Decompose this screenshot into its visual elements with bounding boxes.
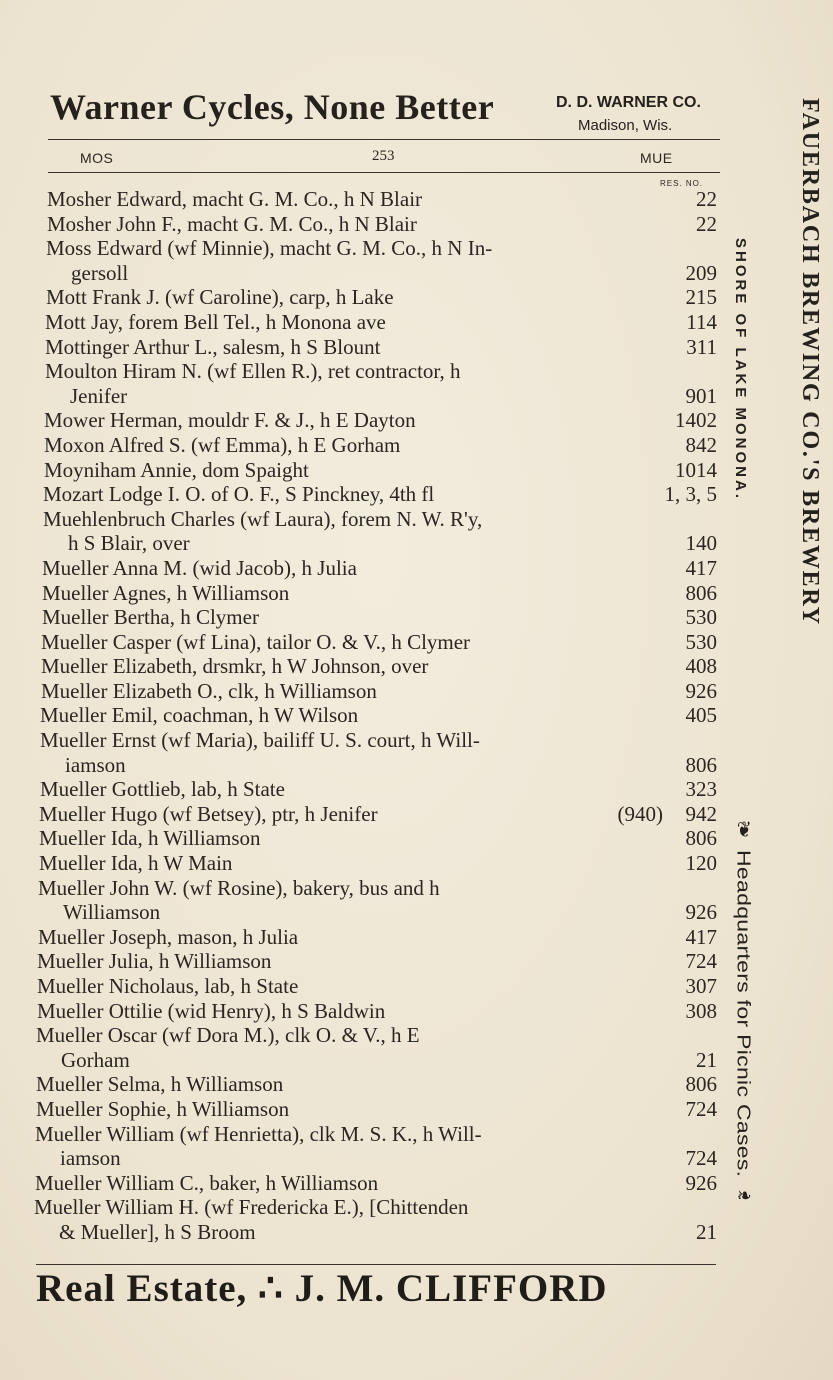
entry-residence-number: 22 — [696, 187, 717, 211]
entry-name: Mueller Ida, h Williamson — [39, 826, 261, 851]
flourish-left-icon: ❦ — [734, 818, 755, 844]
directory-entry — [0, 777, 833, 802]
entry-name: Mueller Sophie, h Williamson — [36, 1096, 290, 1121]
entry-residence-number: 926 — [685, 678, 717, 703]
entry-name: Mueller Hugo (wf Betsey), ptr, h Jenifer — [39, 801, 378, 826]
entry-name: Mower Herman, mouldr F. & J., h E Dayton — [44, 408, 416, 433]
directory-entry — [0, 408, 833, 433]
directory-entry — [0, 310, 833, 335]
entry-name: gersoll — [71, 260, 129, 285]
directory-entry — [0, 826, 833, 851]
side-advertisement-brewery: FAUERBACH BREWING CO.'S BREWERY — [797, 98, 823, 626]
entry-name: Mueller Anna M. (wid Jacob), h Julia — [42, 555, 357, 580]
entry-name: Mott Jay, forem Bell Tel., h Monona ave — [45, 309, 386, 334]
directory-entry — [0, 1220, 833, 1245]
entry-name: Mottinger Arthur L., salesm, h S Blount — [45, 334, 381, 359]
directory-entry — [0, 507, 833, 532]
entry-residence-number: 1, 3, 5 — [664, 482, 717, 507]
entry-name: Mueller Oscar (wf Dora M.), clk O. & V., h E — [36, 1023, 420, 1048]
entry-residence-number: 417 — [685, 924, 717, 949]
entry-residence-number: 323 — [685, 777, 717, 802]
entry-name: Mueller William H. (wf Fredericka E.), [Chittenden — [34, 1195, 469, 1220]
entry-residence-number: 311 — [686, 334, 717, 359]
entry-residence-number: 724 — [685, 949, 717, 974]
directory-entry — [0, 876, 833, 901]
entry-residence-number: 405 — [685, 703, 717, 728]
entry-name: Mueller Bertha, h Clymer — [42, 605, 259, 630]
entry-residence-number: 22 — [696, 211, 717, 236]
directory-entry — [0, 1097, 833, 1122]
entry-name: Muehlenbruch Charles (wf Laura), forem N. W. R'y, — [43, 506, 483, 531]
entry-residence-number: 806 — [685, 1072, 717, 1097]
directory-entries — [0, 187, 833, 1245]
entry-name: Moxon Alfred S. (wf Emma), h E Gorham — [44, 432, 401, 457]
footer-advertisement: Real Estate, ∴ J. M. CLIFFORD — [36, 1267, 608, 1310]
entry-residence-number: 308 — [685, 998, 717, 1023]
entry-residence-number: 1014 — [675, 457, 717, 482]
directory-entry — [0, 974, 833, 999]
entry-residence-number: 926 — [685, 1170, 717, 1195]
directory-entry — [0, 1171, 833, 1196]
entry-name: Mueller Agnes, h Williamson — [42, 580, 290, 605]
directory-entry — [0, 999, 833, 1024]
directory-entry — [0, 261, 833, 286]
entry-residence-number: 1402 — [675, 408, 717, 433]
entry-name: Moyniham Annie, dom Spaight — [44, 457, 309, 482]
directory-entry — [0, 1023, 833, 1048]
entry-name: Mueller Julia, h Williamson — [37, 949, 272, 974]
directory-entry — [0, 949, 833, 974]
entry-name: Mosher John F., macht G. M. Co., h N Blair — [47, 211, 417, 236]
flourish-right-icon: ❧ — [734, 1184, 755, 1210]
entry-residence-number: 926 — [685, 900, 717, 925]
entry-alt-number: (940) — [617, 801, 663, 826]
directory-entry — [0, 703, 833, 728]
directory-entry — [0, 212, 833, 237]
directory-entry — [0, 1072, 833, 1097]
entry-name: Mueller Casper (wf Lina), tailor O. & V., h Clymer — [41, 629, 471, 654]
directory-entry — [0, 728, 833, 753]
entry-residence-number: 806 — [685, 580, 717, 605]
entry-name: Jenifer — [70, 383, 128, 408]
directory-entry — [0, 236, 833, 261]
entry-residence-number: 724 — [685, 1096, 717, 1121]
entry-name: Mozart Lodge I. O. of O. F., S Pinckney, 4th fl — [43, 482, 435, 507]
entry-name: Mueller William (wf Henrietta), clk M. S. K., h Will- — [35, 1121, 482, 1146]
directory-entry — [0, 753, 833, 778]
directory-entry — [0, 654, 833, 679]
entry-residence-number: 942 — [685, 801, 717, 826]
entry-residence-number: 530 — [685, 605, 717, 630]
directory-entry — [0, 630, 833, 655]
entry-name: Gorham — [61, 1047, 130, 1072]
entry-name: Mosher Edward, macht G. M. Co., h N Blair — [47, 187, 423, 211]
directory-entry — [0, 679, 833, 704]
entry-residence-number: 120 — [685, 851, 717, 876]
entry-name: Mueller Gottlieb, lab, h State — [40, 777, 285, 802]
header-company-city: Madison, Wis. — [578, 117, 673, 134]
entry-name: Mueller Emil, coachman, h W Wilson — [40, 703, 359, 728]
entry-residence-number: 209 — [685, 260, 717, 285]
directory-entry — [0, 482, 833, 507]
directory-entry — [0, 359, 833, 384]
residence-number-column-label: RES. NO. — [660, 179, 704, 188]
entry-name: Mueller Nicholaus, lab, h State — [37, 974, 299, 998]
directory-entry — [0, 458, 833, 483]
entry-residence-number: 114 — [686, 309, 717, 334]
entry-name: Mueller John W. (wf Rosine), bakery, bus and h — [38, 875, 440, 900]
side-advertisement-picnic — [733, 818, 755, 1209]
guide-word-left: MOS — [80, 150, 114, 166]
directory-entry — [0, 1195, 833, 1220]
directory-entry — [0, 384, 833, 409]
entry-residence-number: 408 — [685, 654, 717, 679]
directory-entry — [0, 605, 833, 630]
directory-entry — [0, 802, 833, 827]
directory-entry — [0, 925, 833, 950]
entry-residence-number: 21 — [696, 1219, 717, 1244]
entry-name: & Mueller], h S Broom — [59, 1219, 256, 1244]
entry-name: Mott Frank J. (wf Caroline), carp, h Lake — [46, 285, 394, 310]
header-rule — [48, 139, 720, 140]
footer-rule — [36, 1264, 716, 1265]
entry-residence-number: 806 — [685, 826, 717, 851]
entry-name: Mueller Ernst (wf Maria), bailiff U. S. court, h Will- — [40, 728, 480, 753]
entry-name: Mueller Joseph, mason, h Julia — [38, 924, 299, 949]
entry-name: h S Blair, over — [68, 531, 190, 556]
directory-entry — [0, 900, 833, 925]
directory-entry — [0, 851, 833, 876]
entry-residence-number: 215 — [685, 285, 717, 310]
directory-entry — [0, 1122, 833, 1147]
side-advertisement-shore: SHORE OF LAKE MONONA. — [732, 238, 749, 502]
directory-entry — [0, 433, 833, 458]
entry-residence-number: 307 — [685, 974, 717, 998]
directory-entry — [0, 581, 833, 606]
entry-name: Moulton Hiram N. (wf Ellen R.), ret contractor, h — [45, 359, 461, 384]
header-company-name: D. D. WARNER CO. — [556, 94, 701, 111]
entry-residence-number: 140 — [685, 531, 717, 556]
entry-residence-number: 842 — [685, 432, 717, 457]
entry-name: Williamson — [63, 900, 161, 925]
entry-residence-number: 901 — [685, 383, 717, 408]
entry-name: Mueller Elizabeth O., clk, h Williamson — [41, 678, 377, 703]
entry-name: Mueller Ottilie (wid Henry), h S Baldwin — [37, 998, 386, 1023]
side-advertisement-picnic-text: Headquarters for Picnic Cases. — [733, 850, 755, 1178]
entry-name: Mueller Ida, h W Main — [39, 851, 233, 876]
entry-residence-number: 806 — [685, 752, 717, 777]
entry-name: Mueller Elizabeth, drsmkr, h W Johnson, over — [41, 654, 429, 679]
directory-entry — [0, 1048, 833, 1073]
directory-entry — [0, 556, 833, 581]
header-advertisement: Warner Cycles, None Better — [50, 87, 495, 127]
entry-name: iamson — [65, 752, 126, 777]
entry-name: Mueller William C., baker, h Williamson — [35, 1170, 379, 1195]
directory-entry — [0, 335, 833, 360]
guide-word-right: MUE — [640, 150, 673, 166]
directory-entry — [0, 285, 833, 310]
entry-name: Mueller Selma, h Williamson — [36, 1072, 284, 1097]
entry-name: Moss Edward (wf Minnie), macht G. M. Co., h N In- — [46, 236, 493, 261]
entry-residence-number: 724 — [685, 1146, 717, 1171]
page-number: 253 — [372, 148, 395, 164]
entry-residence-number: 417 — [685, 555, 717, 580]
directory-entry — [0, 1146, 833, 1171]
entry-residence-number: 21 — [696, 1047, 717, 1072]
subheader-rule — [48, 172, 720, 173]
directory-entry — [0, 187, 833, 212]
directory-entry — [0, 531, 833, 556]
entry-name: iamson — [60, 1146, 121, 1171]
entry-residence-number: 530 — [685, 629, 717, 654]
